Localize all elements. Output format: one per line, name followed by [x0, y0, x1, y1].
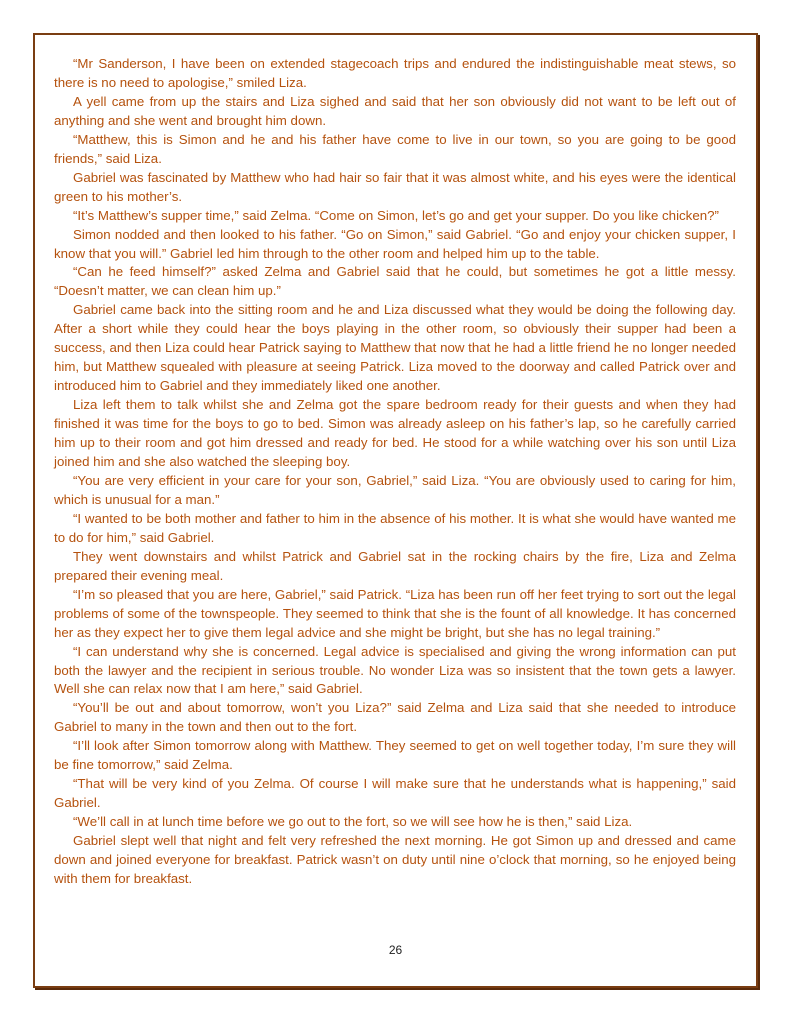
paragraph: “I’ll look after Simon tomorrow along with Matthew. They seemed to get on well together today, I’m sure they will be fine tomorrow,” said Zelma. — [54, 738, 736, 773]
paragraph: Gabriel came back into the sitting room and he and Liza discussed what they would be doing the following day. After a short while they could hear the boys playing in the other room, so obviously their supper had been a success, and then Liza could hear Patrick saying to Matthew that now that he had a little friend he no longer needed him, but Matthew squealed with pleasure at seeing Patrick. Liza moved to the doorway and called Patrick over and introduced him to Gabriel and they immediately liked one another. — [54, 302, 736, 394]
paragraph: Gabriel slept well that night and felt very refreshed the next morning. He got Simon up and dressed and came down and joined everyone for breakfast. Patrick wasn’t on duty until nine o’clock that morning, so he enjoyed being with them for breakfast. — [54, 833, 736, 886]
paragraph: “I can understand why she is concerned. Legal advice is specialised and giving the wrong information can put both the lawyer and the recipient in serious trouble. No wonder Liza was so insistent that the town gets a lawyer. Well she can relax now that I am here,” said Gabriel. — [54, 643, 736, 697]
page-number: 26 — [388, 943, 403, 957]
paragraph: A yell came from up the stairs and Liza sighed and said that her son obviously did not want to be left out of anything and she went and brought him down. — [54, 93, 736, 128]
paragraph: “I wanted to be both mother and father to him in the absence of his mother. It is what she would have wanted me to do for him,” said Gabriel. — [54, 510, 736, 545]
paragraph: “You are very efficient in your care for your son, Gabriel,” said Liza. “You are obviously used to caring for him, which is unusual for a man.” — [54, 472, 736, 507]
paragraph: “Matthew, this is Simon and he and his father have come to live in our town, so you are going to be good friends,” said Liza. — [54, 131, 736, 166]
paragraph: “Mr Sanderson, I have been on extended stagecoach trips and endured the indistinguishable meat stews, so there is no need to apologise,” smiled Liza. — [54, 56, 736, 90]
paragraph: Gabriel was fascinated by Matthew who had hair so fair that it was almost white, and his eyes were the identical green to his mother’s. — [54, 169, 736, 204]
paragraph: Liza left them to talk whilst she and Zelma got the spare bedroom ready for their guests and when they had finished it was time for the boys to go to bed. Simon was already asleep on his father’s lap, so he carefully carried him up to their room and got him dressed and ready for bed. He stood for a while watching over his son until Liza joined him and she also watched the sleeping boy. — [54, 397, 736, 470]
paragraph: “Can he feed himself?” asked Zelma and Gabriel said that he could, but sometimes he got a little messy. “Doesn’t matter, we can clean him up.” — [54, 264, 736, 299]
paragraph: “You’ll be out and about tomorrow, won’t you Liza?” said Zelma and Liza said that she needed to introduce Gabriel to many in the town and then out to the fort. — [54, 700, 736, 735]
story-text — [54, 55, 736, 889]
paragraph: They went downstairs and whilst Patrick and Gabriel sat in the rocking chairs by the fire, Liza and Zelma prepared their evening meal. — [54, 548, 736, 583]
paragraph: “That will be very kind of you Zelma. Of course I will make sure that he understands what is happening,” said Gabriel. — [54, 776, 736, 811]
paragraph: “I’m so pleased that you are here, Gabriel,” said Patrick. “Liza has been run off her feet trying to sort out the legal problems of some of the townspeople. They seemed to think that she is the fount of all knowledge. It has concerned her as they expect her to give them legal advice and she might be bright, but she has no legal training.” — [54, 586, 736, 640]
paragraph: “It’s Matthew’s supper time,” said Zelma. “Come on Simon, let’s go and get your supper. Do you like chicken?” — [73, 207, 719, 223]
paragraph: Simon nodded and then looked to his father. “Go on Simon,” said Gabriel. “Go and enjoy your chicken supper, I know that you will.” Gabriel led him through to the other room and helped him up to the table. — [54, 226, 736, 261]
paragraph: “We’ll call in at lunch time before we go out to the fort, so we will see how he is then,” said Liza. — [73, 814, 633, 830]
